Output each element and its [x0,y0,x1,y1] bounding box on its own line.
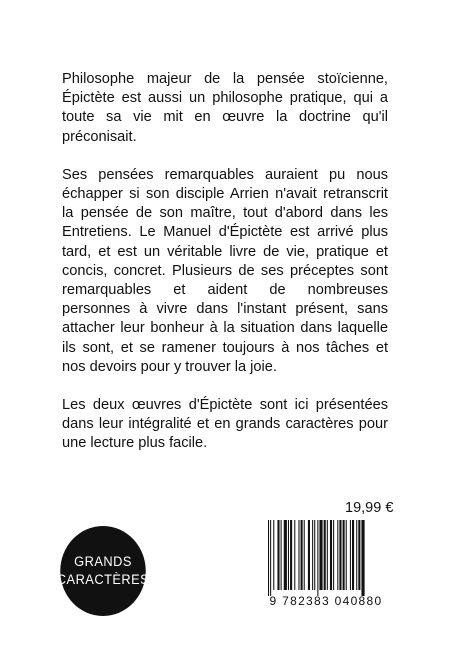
description-paragraph-1: Philosophe majeur de la pensée stoïcienne, Épictète est aussi un philosophe pratique, qui a toute sa vie mit en œuvre la doctrine qu'il préconisait. [62,71,388,145]
barcode-bars [262,520,390,596]
badge-line-2: CARACTÈRES [56,572,150,587]
price-label: 19,99 € [345,500,394,516]
isbn-number: 9 782383 040880 [269,594,383,608]
large-print-badge [56,526,150,616]
description-paragraph-3: Les deux œuvres d'Épictète sont ici présentées dans leur intégralité et en grands caractères pour une lecture plus facile. [62,397,388,452]
badge-line-1: GRANDS [74,554,132,569]
description-paragraph-2: Ses pensées remarquables auraient pu nous échapper si son disciple Arrien n'avait retranscrit la pensée de son maître, tout d'abord dans les Entretiens. Le Manuel d'Épictète est arrivé plus tard, et est un véritable livre de vie, pratique et concis, concret. Plusieurs de ses préceptes sont remarquables et aident de nombreuses personnes à vivre dans l'instant présent, sans attacher leur bonheur à la situation dans laquelle ils sont, et se ramener toujours à nos tâches et nos devoirs pour y trouver la joie. [62,166,388,375]
back-cover-description [62,70,388,454]
